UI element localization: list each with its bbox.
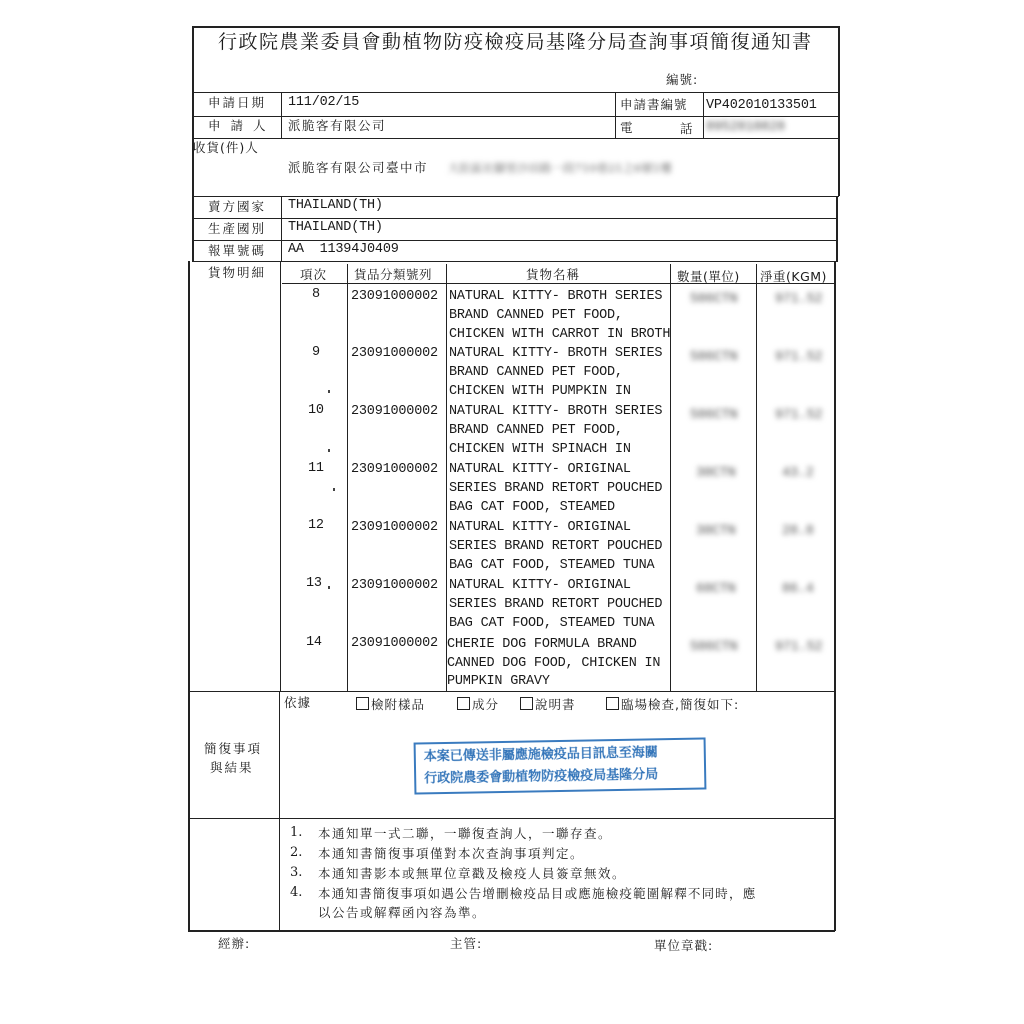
- column-header-item: 項次: [300, 267, 328, 282]
- checkbox-on-site-inspection[interactable]: [606, 697, 619, 710]
- row-product-name-line: CHICKEN WITH SPINACH IN: [449, 442, 631, 457]
- reply-section-label-2: 與結果: [210, 760, 254, 775]
- official-stamp: [414, 737, 707, 794]
- row-product-name-line: SERIES BRAND RETORT POUCHED: [449, 481, 663, 496]
- column-header-name: 貨物名稱: [526, 267, 581, 282]
- row-product-name-line: CHICKEN WITH CARROT IN BROTH: [449, 327, 671, 342]
- option-ingredients-label: 成分: [472, 697, 500, 712]
- declaration-number-value: AA 11394J0409: [288, 242, 399, 257]
- row-product-code: 23091000002: [351, 289, 438, 304]
- row-product-name-line: NATURAL KITTY- BROTH SERIES: [449, 346, 663, 361]
- reply-section-label: 簡復事項: [204, 741, 263, 756]
- row-product-code: 23091000002: [351, 404, 438, 419]
- row-product-name-line: SERIES BRAND RETORT POUCHED: [449, 597, 663, 612]
- goods-detail-label: 貨物明細: [208, 265, 267, 280]
- row-net-weight: 971.52: [775, 292, 823, 307]
- column-header-weight: 淨重(KGM): [760, 269, 827, 284]
- row-product-name-line: NATURAL KITTY- BROTH SERIES: [449, 289, 663, 304]
- note-number: 4.: [290, 885, 303, 900]
- unit-seal-label: 單位章戳:: [654, 938, 714, 953]
- option-on-site-inspection[interactable]: [606, 697, 739, 713]
- row-quantity: 506CTN: [690, 408, 738, 423]
- note-number: 2.: [290, 845, 303, 860]
- note-text: 本通知書影本或無單位章戳及檢疫人員簽章無效。: [318, 866, 627, 881]
- application-number-label: 申請書編號: [620, 97, 688, 112]
- row-product-code: 23091000002: [351, 636, 438, 651]
- row-product-name-line: PUMPKIN GRAVY: [447, 674, 550, 689]
- checkbox-sample[interactable]: [356, 697, 369, 710]
- row-net-weight: 86.4: [782, 582, 814, 597]
- handler-label: 經辦:: [218, 936, 251, 951]
- row-product-name-line: BRAND CANNED PET FOOD,: [449, 423, 623, 438]
- phone-label: 電: [620, 120, 635, 135]
- row-product-name-line: CHICKEN WITH PUMPKIN IN: [449, 384, 631, 399]
- consignee-label: 收貨(件)人: [193, 140, 259, 155]
- scan-speck: [333, 488, 335, 491]
- row-item-number: 10: [308, 403, 324, 418]
- row-item-number: 11: [308, 461, 324, 476]
- row-product-name-line: NATURAL KITTY- ORIGINAL: [449, 462, 631, 477]
- consignee-value: 派脆客有限公司臺中市: [288, 160, 429, 175]
- row-product-name-line: NATURAL KITTY- ORIGINAL: [449, 578, 631, 593]
- scan-speck: [328, 390, 330, 393]
- row-product-name-line: NATURAL KITTY- BROTH SERIES: [449, 404, 663, 419]
- row-net-weight: 43.2: [782, 466, 814, 481]
- row-quantity: 30CTN: [696, 466, 736, 481]
- row-product-code: 23091000002: [351, 520, 438, 535]
- row-quantity: 506CTN: [690, 292, 738, 307]
- row-net-weight: 28.8: [782, 524, 814, 539]
- option-manual[interactable]: [520, 697, 576, 713]
- row-product-name-line: BAG CAT FOOD, STEAMED: [449, 500, 615, 515]
- page-title: 行政院農業委員會動植物防疫檢疫局基隆分局查詢事項簡復通知書: [218, 31, 813, 53]
- row-product-name-line: BAG CAT FOOD, STEAMED TUNA: [449, 558, 655, 573]
- option-manual-label: 說明書: [535, 697, 576, 712]
- option-on-site-inspection-label: 臨場檢查,簡復如下:: [621, 697, 740, 712]
- consignee-address: 大肚區社腳里沙田路一段710巷21之6號1樓: [448, 161, 672, 175]
- row-product-name-line: CANNED DOG FOOD, CHICKEN IN: [447, 656, 661, 671]
- stamp-line-1: 本案已傳送非屬應施檢疫品目訊息至海關: [423, 745, 658, 765]
- note-text: 本通知書簡復事項如遇公告增刪檢疫品目或應施檢疫範圍解釋不同時，應: [318, 886, 757, 901]
- declaration-number-label: 報單號碼: [208, 243, 267, 258]
- scan-speck: [328, 586, 330, 589]
- option-sample[interactable]: [356, 697, 425, 713]
- seller-country-value: THAILAND(TH): [288, 198, 383, 213]
- row-product-name-line: BAG CAT FOOD, STEAMED TUNA: [449, 616, 655, 631]
- checkbox-manual[interactable]: [520, 697, 533, 710]
- apply-date-value: 111/02/15: [288, 95, 360, 110]
- note-text: 本通知單一式二聯，一聯復查詢人，一聯存查。: [318, 826, 613, 841]
- row-item-number: 14: [306, 635, 322, 650]
- serial-number-label: 編號:: [666, 72, 699, 87]
- column-header-code: 貨品分類號列: [354, 267, 433, 282]
- row-product-code: 23091000002: [351, 346, 438, 361]
- row-product-name-line: NATURAL KITTY- ORIGINAL: [449, 520, 631, 535]
- row-net-weight: 971.52: [775, 640, 823, 655]
- row-item-number: 13: [306, 576, 322, 591]
- applicant-value: 派脆客有限公司: [288, 118, 387, 133]
- row-product-code: 23091000002: [351, 462, 438, 477]
- row-quantity: 30CTN: [696, 524, 736, 539]
- note-text-continued: 以公告或解釋函內容為準。: [318, 905, 487, 920]
- supervisor-label: 主管:: [450, 936, 483, 951]
- row-item-number: 8: [312, 287, 320, 302]
- phone-label-2: 話: [680, 121, 695, 136]
- applicant-label: 申 請 人: [208, 118, 269, 133]
- scan-speck: [328, 449, 330, 452]
- option-ingredients[interactable]: [457, 697, 499, 713]
- row-product-name-line: SERIES BRAND RETORT POUCHED: [449, 539, 663, 554]
- row-item-number: 12: [308, 518, 324, 533]
- row-product-name-line: BRAND CANNED PET FOOD,: [449, 365, 623, 380]
- phone-value: 0952810828: [706, 120, 786, 135]
- apply-date-label: 申請日期: [208, 95, 267, 110]
- row-product-name-line: BRAND CANNED PET FOOD,: [449, 308, 623, 323]
- row-quantity: 506CTN: [690, 640, 738, 655]
- row-quantity: 506CTN: [690, 350, 738, 365]
- note-number: 1.: [290, 825, 303, 840]
- origin-country-value: THAILAND(TH): [288, 220, 383, 235]
- row-item-number: 9: [312, 345, 320, 360]
- option-sample-label: 檢附樣品: [371, 697, 426, 712]
- stamp-line-2: 行政院農委會動植物防疫檢疫局基隆分局: [424, 767, 659, 787]
- column-header-quantity: 數量(單位): [677, 269, 740, 284]
- note-text: 本通知書簡復事項僅對本次查詢事項判定。: [318, 846, 585, 861]
- checkbox-ingredients[interactable]: [457, 697, 470, 710]
- seller-country-label: 賣方國家: [208, 199, 267, 214]
- origin-country-label: 生產國別: [208, 221, 267, 236]
- row-net-weight: 971.52: [775, 408, 823, 423]
- application-number-value: VP402010133501: [706, 98, 817, 113]
- row-product-name-line: CHERIE DOG FORMULA BRAND: [447, 637, 637, 652]
- row-product-code: 23091000002: [351, 578, 438, 593]
- basis-label: 依據: [284, 695, 312, 710]
- note-number: 3.: [290, 865, 303, 880]
- row-quantity: 60CTN: [696, 582, 736, 597]
- row-net-weight: 971.52: [775, 350, 823, 365]
